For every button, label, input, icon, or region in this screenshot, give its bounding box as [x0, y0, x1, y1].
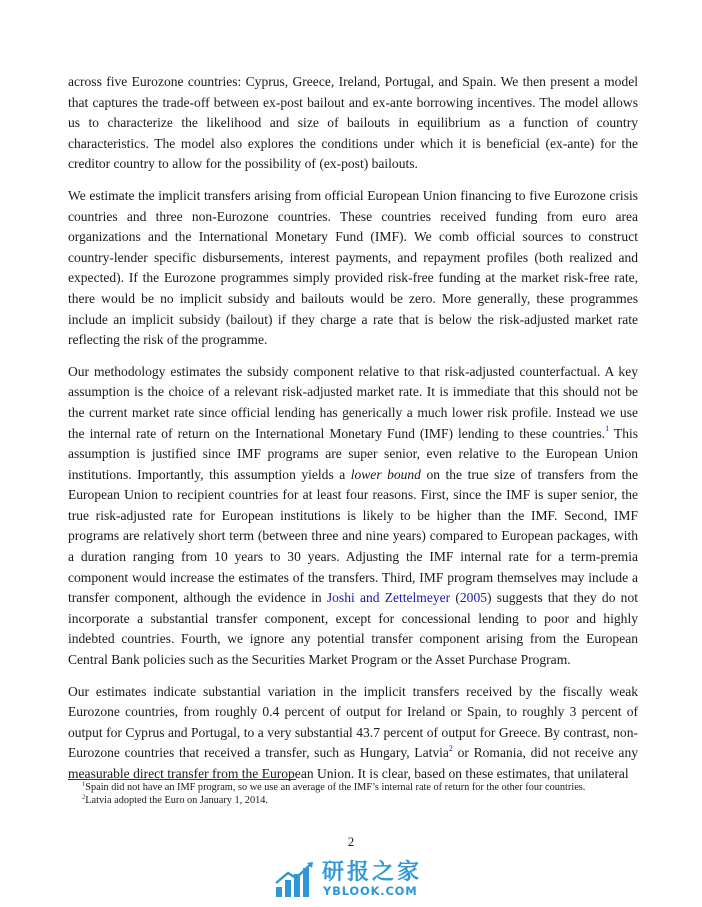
watermark-en-text: YBLOOK.COM [323, 884, 418, 898]
footnote-ref-2[interactable]: 2 [448, 743, 453, 753]
footnote-1 [82, 781, 642, 794]
page-number: 2 [347, 834, 355, 849]
footnote-divider [68, 779, 296, 780]
watermark-cn-text: 研报之家 [322, 860, 423, 885]
citation-close-paren: ) [487, 590, 492, 606]
footnotes [82, 781, 642, 807]
paragraph-1: across five Eurozone countries: Cyprus, Greece, Ireland, Portugal, and Spain. We then present a model that captures the trade-off between ex-post bailout and ex-ante borrowing incentives. The model allows us to characterize the likelihood and size of bailouts in equilibrium as a function of country characteristics. The model also explores the conditions under which it is beneficial (ex-ante) for the creditor country to allow for the possibility of (ex-post) bailouts. [68, 74, 638, 172]
footnote-mark-2: 2 [82, 793, 86, 801]
paragraph-2: We estimate the implicit transfers arising from official European Union financing to five Eurozone crisis countries and three non-Eurozone countries. These countries received funding from euro area organizations and the International Monetary Fund (IMF). We comb official sources to construct country-lender specific disbursements, interest payments, and repayment profiles (both realized and expected). If the Eurozone programmes simply provided risk-free funding at the market risk-free rate, there would be no implicit subsidy and bailouts would be zero. More generally, these programmes include an implicit subsidy (bailout) if they charge a rate that is below the risk-adjusted market rate reflecting the risk of the programme. [68, 187, 638, 348]
emphasis-lower-bound: lower bound [350, 466, 421, 482]
body-text [68, 72, 638, 796]
paragraph-4 [68, 682, 638, 785]
citation-link-authors[interactable]: Joshi and Zettelmeyer [326, 590, 451, 606]
paragraph-4-text-a: Our estimates indicate substantial variation in the implicit transfers received by the fiscally weak Eurozone countries, from roughly 0.4 percent of output for Ireland or Spain, to roughly 3 percent of output for Cyprus and Portugal, to a very substantial 43.7 percent of output for Greece. By contrast, non-Eurozone countries that received a transfer, such as Hungary, Latvia [68, 683, 638, 761]
paragraph-3-text-b: This assumption is justified since IMF programs are super senior, even relative to the European Union institutions. Importantly, this assumption yields a [68, 425, 638, 482]
footnote-text-2: Latvia adopted the Euro on January 1, 2014. [85, 795, 268, 807]
footnote-text-1: Spain did not have an IMF program, so we use an average of the IMF’s internal rate of return for the other four countries. [85, 782, 586, 793]
citation-link-year[interactable]: 2005 [459, 590, 487, 606]
paragraph-3-text-d: suggests that they do not incorporate a substantial transfer component, except for concessional lending to poor and highly indebted countries. Fourth, we ignore any potential transfer component arising from the European Central Bank policies such as the Securities Market Program or the Asset Purchase Program. [68, 590, 638, 668]
footnote-mark-1: 1 [82, 780, 86, 788]
paragraph-3 [68, 362, 638, 671]
paragraph-3-text-a: Our methodology estimates the subsidy component relative to that risk-adjusted counterfactual. A key assumption is the choice of a relevant risk-adjusted market rate. It is immediate that this should not be the current market rate since official lending has generically a much lower risk profile. Instead we use the internal rate of return on the International Monetary Fund (IMF) lending to these countries. [68, 363, 638, 441]
watermark [274, 855, 434, 899]
footnote-2 [82, 794, 642, 807]
paragraph-3-text-c: on the true size of transfers from the European Union to recipient countries for at least four reasons. First, since the IMF is super senior, the true risk-adjusted rate for European institutions is likely to be higher than the IMF. Second, IMF programs are relatively short term (between three and nine years) compared to European packages, with a duration ranging from 10 years to 30 years. Adjusting the IMF internal rate for a term-premia component would increase the estimates of the transfers. Third, IMF program themselves may include a transfer component, although the evidence in [68, 466, 638, 606]
citation-open-paren: ( [450, 590, 460, 606]
footnote-ref-1[interactable]: 1 [605, 423, 610, 433]
paragraph-4-text-b: or Romania, did not receive any measurable direct transfer from the European Union. It is clear, based on these estimates, that unilateral [68, 745, 638, 781]
bar-chart-logo-icon [274, 861, 318, 899]
